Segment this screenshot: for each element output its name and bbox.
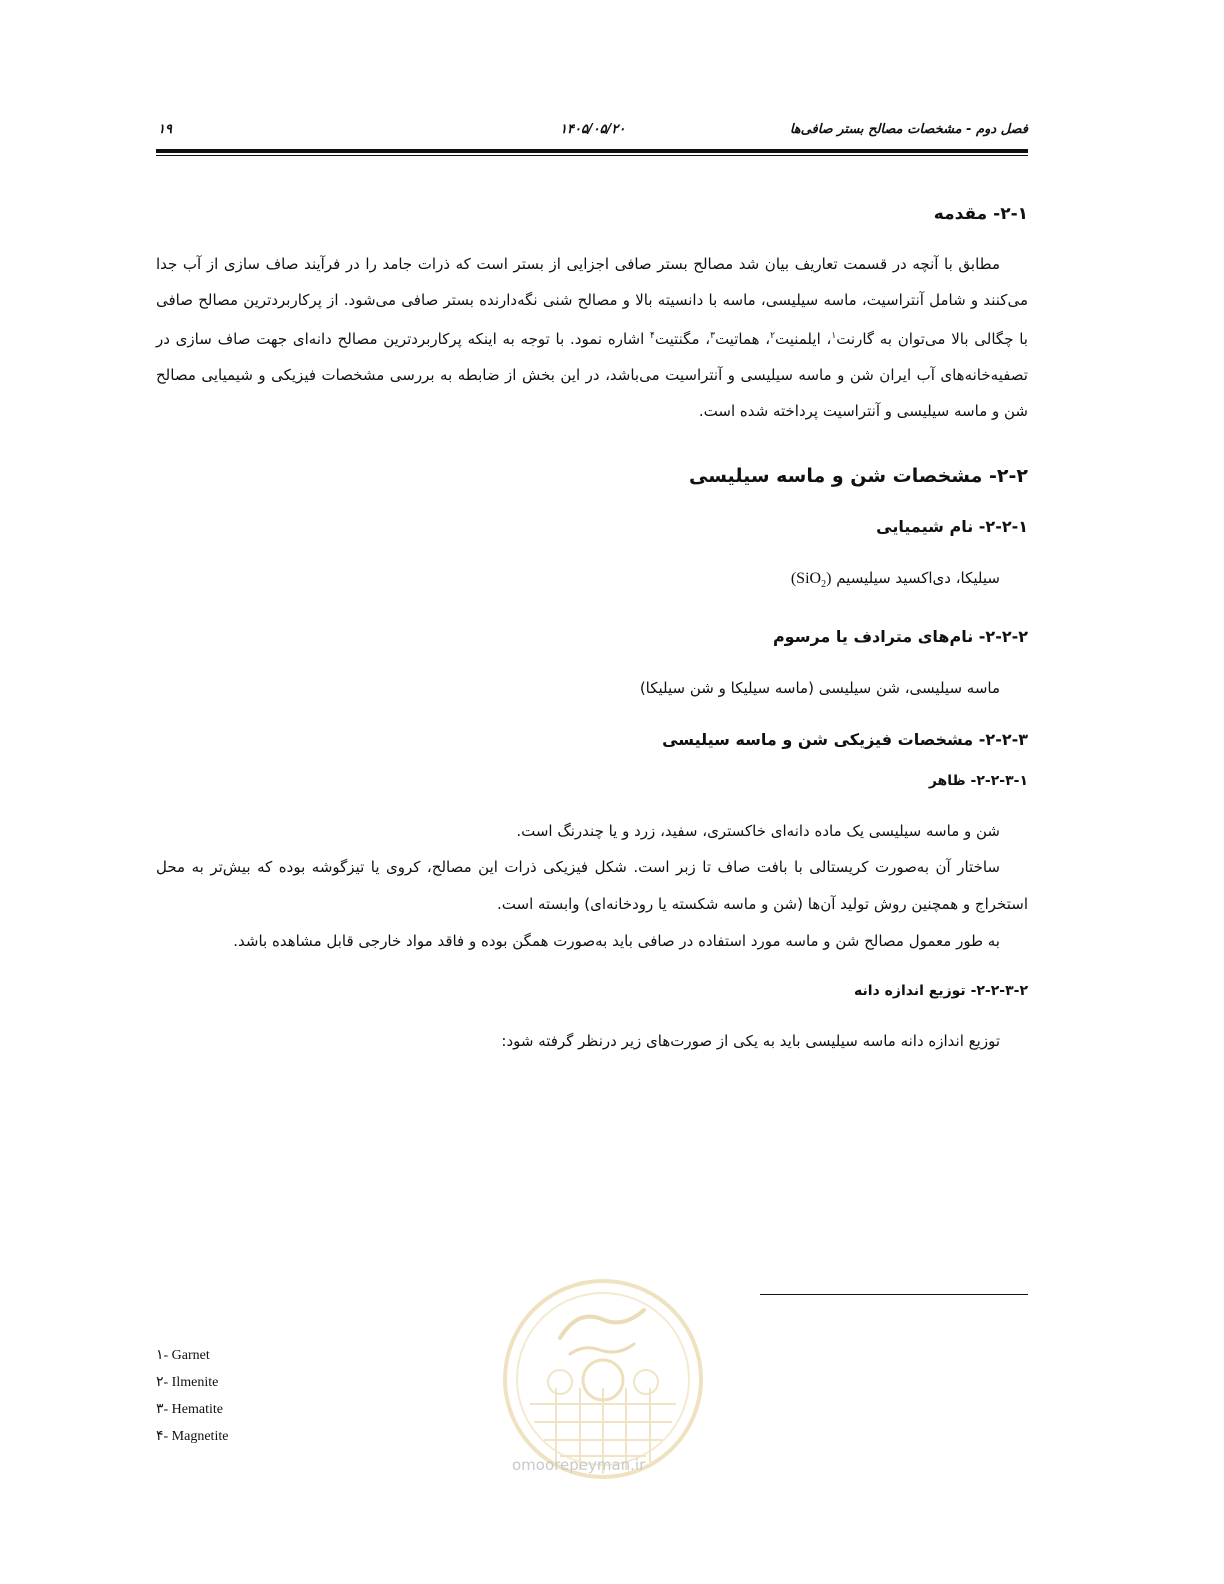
appearance-paragraph-2: ساختار آن به‌صورت کریستالی با بافت صاف تا زبر است. شکل فیزیکی ذرات این مصالح، کروی یا تیزگوشه بوده که بیش‌تر به محل استخراج و همچنین روش تولید آن‌ها (شن و ماسه شکسته یا رودخانه‌ای) وابسته است. bbox=[156, 858, 1028, 914]
subsection-appearance-heading: ۲-۲-۳-۱- ظاهر bbox=[928, 773, 1028, 790]
footnote-ref-3[interactable]: ۳ bbox=[710, 331, 715, 341]
appearance-paragraph-3: به طور معمول مصالح شن و ماسه مورد استفاده در صافی باید به‌صورت همگن بوده و فاقد مواد خارجی قابل مشاهده باشد. bbox=[233, 932, 1000, 951]
formula-sub: 2 bbox=[821, 579, 827, 591]
footnote-4: ۴- Magnetite bbox=[156, 1429, 229, 1444]
chapter-title: فصل دوم - مشخصات مصالح بستر صافی‌ها bbox=[789, 122, 1028, 137]
section-intro-heading: ۲-۱- مقدمه bbox=[933, 204, 1028, 224]
intro-paragraph bbox=[156, 246, 1028, 429]
footnote-ref-4[interactable]: ۴ bbox=[650, 331, 655, 341]
intro-text-e: اشاره نمود. با توجه به اینکه پرکاربردترین مصالح دانه‌ای جهت صاف سازی در تصفیه‌خانه‌های آب ایران شن و ماسه سیلیسی و آنتراسیت می‌باشد، در این بخش از ضابطه به بررسی مشخصات فیزیکی و شیمیایی مصالح شن و ماسه سیلیسی و آنتراسیت پرداخته شده است. bbox=[156, 330, 1028, 420]
header-rule bbox=[156, 149, 1028, 156]
footnote-ref-2[interactable]: ۲ bbox=[770, 331, 775, 341]
grain-size-text: توزیع اندازه دانه ماسه سیلیسی باید به یکی از صورت‌های زیر درنظر گرفته شود: bbox=[501, 1032, 1000, 1051]
footnote-ref-1[interactable]: ۱ bbox=[831, 331, 837, 341]
page-header bbox=[156, 122, 1028, 144]
chemical-formula bbox=[790, 570, 832, 591]
intro-text-d: ، مگنتیت bbox=[654, 330, 711, 348]
footnote-3: ۳- Hematite bbox=[156, 1402, 223, 1417]
page-body bbox=[156, 200, 1028, 1059]
formula-post: ) bbox=[826, 570, 832, 587]
subsection-physical-heading: ۲-۲-۳- مشخصات فیزیکی شن و ماسه سیلیسی bbox=[662, 730, 1028, 750]
footnote-rule bbox=[760, 1294, 1028, 1295]
watermark-caption: omoorepeyman.ir bbox=[512, 1456, 646, 1474]
watermark-logo-icon bbox=[500, 1276, 706, 1482]
footnote-2: ۲- Ilmenite bbox=[156, 1375, 219, 1390]
chemical-name: سیلیکا، دی‌اکسید سیلیسیم bbox=[836, 569, 1000, 587]
intro-text-a: مطابق با آنچه در قسمت تعاریف بیان شد مصالح بستر صافی اجزایی از بستر است که ذرات جامد را در فرآیند صاف سازی از آب جدا می‌کنند و شامل آنتراسیت، ماسه سیلیسی، ماسه با دانسیته بالا و مصالح شنی نگه‌دارنده بستر صافی می‌شود. از پرکاربردترین مصالح صافی با چگالی بالا می‌توان به گارنت bbox=[156, 255, 1028, 348]
formula-pre: (SiO bbox=[790, 570, 822, 587]
synonyms-text: ماسه سیلیسی، شن سیلیسی (ماسه سیلیکا و شن سیلیکا) bbox=[639, 679, 1000, 698]
intro-text-c: ، هماتیت bbox=[714, 330, 771, 348]
intro-text-b: ، ایلمنیت bbox=[774, 330, 832, 348]
subsection-grain-size-heading: ۲-۲-۳-۲- توزیع اندازه دانه bbox=[854, 983, 1028, 1000]
footnotes bbox=[156, 1342, 228, 1450]
footnote-1: ۱- Garnet bbox=[156, 1348, 210, 1363]
subsection-synonyms-heading: ۲-۲-۲- نام‌های مترادف یا مرسوم bbox=[772, 627, 1028, 647]
page-number: ۱۹ bbox=[158, 122, 172, 137]
header-date: ۱۴۰۵/۰۵/۲۰ bbox=[560, 122, 626, 137]
appearance-paragraph-1: شن و ماسه سیلیسی یک ماده دانه‌ای خاکستری، سفید، زرد و یا چندرنگ است. bbox=[516, 822, 1000, 841]
section-silica-heading: ۲-۲- مشخصات شن و ماسه سیلیسی bbox=[689, 465, 1028, 487]
subsection-chemical-name-heading: ۲-۲-۱- نام شیمیایی bbox=[876, 517, 1028, 536]
chemical-name-text bbox=[156, 560, 1028, 603]
